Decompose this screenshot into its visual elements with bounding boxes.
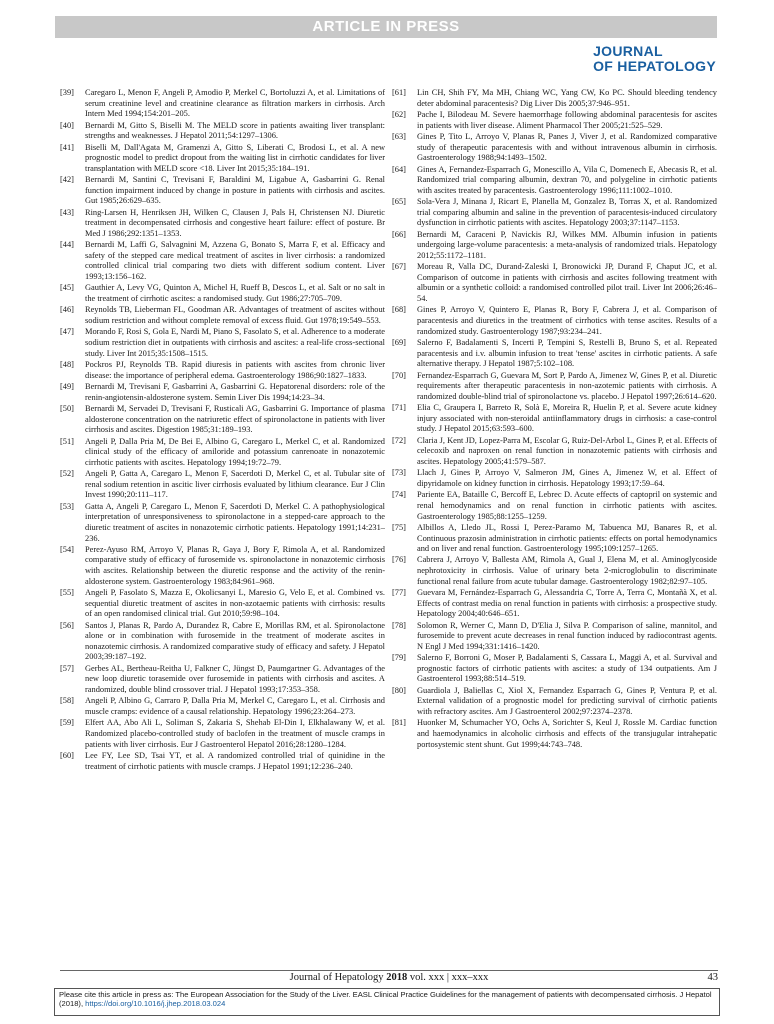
reference-item: [60, 502, 385, 544]
reference-number: [58]: [60, 696, 74, 706]
reference-item: [392, 621, 717, 653]
reference-text: Morando F, Rosi S, Gola E, Nardi M, Piano S, Fasolato S, et al. Adherence to a moderate sodium restriction diet in outpatients with cirrhosis and ascites: a real-life cross-sectional study. Liver Int 2015;35:1508–1515.: [85, 327, 385, 358]
reference-item: [392, 262, 717, 304]
reference-text: Sola-Vera J, Minana J, Ricart E, Planella M, Gonzalez B, Torras X, et al. Randomized trial comparing albumin and saline in the prevention of paracentesis-induced circulatory dysfunction in cirrhotic patients with ascites. Hepatology 2003;37:1147–1153.: [417, 197, 717, 228]
reference-text: Moreau R, Valla DC, Durand-Zaleski I, Bronowicki JP, Durand F, Chaput JC, et al. Comparison of outcome in patients with cirrhosis and ascites following treatment with albumin or a synthetic colloid: a randomised controlled pilot trail. Liver Int 2006;26:46–54.: [417, 262, 717, 304]
reference-number: [61]: [392, 88, 406, 97]
reference-item: [60, 208, 385, 240]
reference-text: Gines P, Arroyo V, Quintero E, Planas R, Bory F, Cabrera J, et al. Comparison of paracentesis and diuretics in the treatment of cirrhotics with tense ascites. Results of a randomized study. Gastroenterology 1987;93:234–241.: [417, 305, 717, 336]
reference-text: Angeli P, Dalla Pria M, De Bei E, Albino G, Caregaro L, Merkel C, et al. Randomized clinical study of the efficacy of amiloride and potassium canrenoate in nonazotemic cirrhotic patients with ascites. Hepatology 1994;19:72–79.: [85, 436, 385, 467]
reference-number: [54]: [60, 544, 74, 554]
reference-number: [64]: [392, 164, 406, 174]
reference-text: Biselli M, Dall'Agata M, Gramenzi A, Gitto S, Liberati C, Brodosi L, et al. A new prognostic model to predict dropout from the waiting list in cirrhotic candidates for liver transplantation with MELD score <18. Liver Int 2015;35:184–191.: [85, 142, 385, 173]
journal-logo: [593, 44, 716, 74]
reference-text: Guardiola J, Baliellas C, Xiol X, Fernandez Esparrach G, Gines P, Ventura P, et al. External validation of a prognostic model for predicting survival of cirrhotic patients with refractory ascites. Am J Gastroenterol 2002;97:2374–2378.: [417, 685, 717, 716]
reference-number: [76]: [392, 555, 406, 565]
footer-journal: Journal of Hepatology: [289, 972, 387, 983]
reference-text: Cabrera J, Arroyo V, Ballesta AM, Rimola A, Gual J, Elena M, et al. Aminoglycoside nephrotoxicity in cirrhosis. Value of urinary beta 2-microglobulin to discriminate functional renal failure from acute tubular damage. Gastroenterology 1982;82:97–105.: [417, 555, 717, 586]
citation-box: [54, 988, 720, 1016]
footer-rule: [60, 970, 718, 971]
reference-item: [60, 545, 385, 587]
reference-text: Salerno F, Badalamenti S, Incerti P, Tempini S, Restelli B, Bruno S, et al. Repeated paracentesis and i.v. albumin infusion to treat 'tense' ascites in cirrhotic patients. A safe alternative therapy. J Hepatol 1987;5:102–108.: [417, 338, 717, 369]
reference-item: [60, 327, 385, 359]
reference-text: Santos J, Planas R, Pardo A, Durandez R, Cabre E, Morillas RM, et al. Spironolactone alone or in combination with furosemide in the treatment of moderate ascites in nonazotemic cirrhosis. A randomized comparative study of efficacy and safety. J Hepatol 2003;39:187–192.: [85, 620, 385, 662]
reference-number: [48]: [60, 360, 74, 370]
reference-item: [60, 404, 385, 436]
reference-number: [53]: [60, 501, 74, 511]
reference-item: [60, 305, 385, 326]
reference-item: [392, 403, 717, 435]
reference-item: [392, 686, 717, 718]
left-reference-column: [60, 88, 385, 773]
reference-item: [60, 143, 385, 175]
reference-item: [392, 165, 717, 197]
reference-number: [45]: [60, 283, 74, 293]
reference-item: [60, 283, 385, 304]
reference-text: Gines P, Tito L, Arroyo V, Planas R, Panes J, Viver J, et al. Randomized comparative study of therapeutic paracentesis with and without intravenous albumin in cirrhosis. Gastroenterology 1988;94:1493–1502.: [417, 131, 717, 163]
reference-item: [60, 382, 385, 403]
reference-number: [69]: [392, 338, 406, 348]
footer-volume: vol. xxx | xxx–xxx: [407, 972, 489, 983]
reference-number: [74]: [392, 490, 406, 500]
reference-item: [60, 88, 385, 120]
reference-item: [392, 523, 717, 555]
reference-text: Bernardi M, Santini C, Trevisani F, Baraldini M, Ligabue A, Gasbarrini G. Renal function impairment induced by change in posture in patients with cirrhosis and ascites. Gut 1985;26:629–635.: [85, 175, 385, 206]
reference-text: Angeli P, Albino G, Carraro P, Dalla Pria M, Merkel C, Caregaro L, et al. Cirrhosis and muscle cramps: evidence of a causal relationship. Hepatology 1996;23:264–273.: [85, 696, 385, 716]
reference-number: [79]: [392, 653, 406, 663]
reference-number: [57]: [60, 663, 74, 673]
doi-link[interactable]: https://doi.org/10.1016/j.jhep.2018.03.024: [85, 999, 226, 1009]
reference-text: Elia C, Graupera I, Barreto R, Solà E, Moreira R, Huelin P, et al. Severe acute kidney injury associated with non-steroidal antiinflammatory drugs in cirrhosis: a case-control study. J Hepatol 2015;63:593–600.: [417, 403, 717, 434]
reference-item: [60, 360, 385, 381]
reference-item: [60, 664, 385, 696]
reference-item: [392, 197, 717, 229]
reference-text: Pariente EA, Bataille C, Bercoff E, Lebrec D. Acute effects of captopril on systemic and renal hemodynamics and on renal function in cirrhotic patients with ascites. Gastroenterology 1985;88:1255–1259.: [417, 490, 717, 521]
reference-item: [392, 436, 717, 468]
reference-text: Gatta A, Angeli P, Caregaro L, Menon F, Sacerdoti D, Merkel C. A pathophysiological interpretation of unresponsiveness to spironolactone in a stepped-care approach to the diuretic treatment of ascites in nonazotemic cirrhotic patients. Hepatology 1991;14:231–236.: [85, 501, 385, 543]
reference-number: [62]: [392, 109, 406, 119]
reference-item: [392, 88, 717, 109]
reference-number: [81]: [392, 718, 406, 728]
journal-logo-line1: JOURNAL: [593, 43, 663, 59]
reference-number: [66]: [392, 229, 406, 239]
reference-item: [392, 230, 717, 262]
reference-number: [72]: [392, 435, 406, 445]
reference-number: [68]: [392, 305, 406, 315]
journal-logo-line2: OF HEPATOLOGY: [593, 58, 716, 74]
reference-text: Llach J, Gines P, Arroyo V, Salmeron JM, Gines A, Jimenez W, et al. Effect of dipyridamole on kidney function in cirrhosis. Hepatology 1993;17:59–64.: [417, 468, 717, 488]
reference-item: [392, 718, 717, 750]
reference-number: [52]: [60, 469, 74, 479]
reference-number: [70]: [392, 370, 406, 380]
reference-text: Salerno F, Borroni G, Moser P, Badalamenti S, Cassara L, Maggi A, et al. Survival and prognostic factors of cirrhotic patients with ascites: a study of 134 outpatients. Am J Gastroenterol 1993;88:514–519.: [417, 653, 717, 684]
reference-text: Bernardi M, Gitto S, Biselli M. The MELD score in patients awaiting liver transplant: strengths and weaknesses. J Hepatol 2011;54:1297–1306.: [85, 120, 385, 141]
reference-text: Solomon R, Werner C, Mann D, D'Elia J, Silva P. Comparison of saline, mannitol, and furosemide to prevent acute decreases in renal function induced by radiocontrast agents. N Engl J Med 1994;331:1416–1420.: [417, 620, 717, 651]
reference-number: [77]: [392, 588, 406, 598]
reference-number: [43]: [60, 207, 74, 217]
reference-number: [73]: [392, 468, 406, 478]
reference-number: [39]: [60, 88, 74, 97]
reference-text: Elfert AA, Abo Ali L, Soliman S, Zakaria S, Shehab El-Din I, Elkhalawany W, et al. Randomized placebo-controlled study of baclofen in the treatment of muscle cramps in patients with liver cirrhosis. Eur J Gastroenterol Hepatol 2016;28:1280–1284.: [85, 718, 385, 749]
reference-text: Reynolds TB, Lieberman FL, Goodman AR. Advantages of treatment of ascites without sodium restriction and without complete removal of excess fluid. Gut 1978;19:549–553.: [85, 305, 385, 326]
reference-number: [59]: [60, 718, 74, 728]
reference-number: [41]: [60, 142, 74, 152]
reference-text: Gines A, Fernandez-Esparrach G, Monescillo A, Vila C, Domenech E, Abecasis R, et al. Randomized trial comparing albumin, dextran 70, and polygeline in cirrhotic patients with ascites treated by paracentesis. Gastroenterology 1996;111:1002–1010.: [417, 164, 717, 195]
reference-number: [47]: [60, 327, 74, 337]
reference-text: Claria J, Kent JD, Lopez-Parra M, Escolar G, Ruiz-Del-Arbol L, Gines P, et al. Effects of celecoxib and naproxen on renal function in nonazotemic patients with cirrhosis and ascites. Hepatology 2005;41:579–587.: [417, 435, 717, 466]
reference-text: Lee FY, Lee SD, Tsai YT, et al. A randomized controlled trial of quinidine in the treatment of cirrhotic patients with muscle cramps. J Hepatol 1991;12:236–240.: [85, 750, 385, 771]
citation-text: Please cite this article in press as: The European Association for the Study of the Liver. EASL Clinical Practice Guidelines for the management of patients with decompensated cirrhosis. J Hepatol (2018),: [59, 990, 712, 1009]
reference-number: [55]: [60, 588, 74, 598]
right-reference-column: [392, 88, 717, 751]
reference-text: Bernardi M, Laffi G, Salvagnini M, Azzena G, Bonato S, Marra F, et al. Efficacy and safety of the stepped care medical treatment of ascites in liver cirrhosis: a randomized controlled clinical trial comparing two diets with different sodium content. Liver 1993;13:156–162.: [85, 240, 385, 282]
reference-text: Gerbes AL, Bertheau-Reitha U, Falkner C, Jüngst D, Paumgartner G. Advantages of the new loop diuretic torasemide over furosemide in patients with cirrhosis and ascites. A randomized, double blind crossover trial. J Hepatol 1993;17:353–358.: [85, 663, 385, 694]
reference-item: [60, 751, 385, 772]
reference-item: [392, 338, 717, 370]
reference-text: Ring-Larsen H, Henriksen JH, Wilken C, Clausen J, Pals H, Christensen NJ. Diuretic treatment in decompensated cirrhosis and congestive heart failure: effect of posture. Br Med J 1986;292:1351–1353.: [85, 207, 385, 238]
article-in-press-banner: ARTICLE IN PRESS: [55, 16, 717, 38]
page-number: 43: [707, 972, 718, 983]
reference-text: Pockros PJ, Reynolds TB. Rapid diuresis in patients with ascites from chronic liver disease: the importance of peripheral edema. Gastroenterology 1986;90:1827–1833.: [85, 360, 385, 380]
reference-text: Bernardi M, Trevisani F, Gasbarrini A, Gasbarrini G. Hepatorenal disorders: role of the renin-angiotensin-aldosterone system. Semin Liver Dis 1994;14:23–34.: [85, 382, 385, 402]
reference-number: [56]: [60, 620, 74, 630]
reference-item: [60, 175, 385, 207]
reference-item: [392, 132, 717, 164]
reference-number: [49]: [60, 382, 74, 391]
reference-item: [60, 718, 385, 750]
reference-item: [60, 469, 385, 501]
footer-journal-info: [60, 972, 718, 983]
reference-number: [71]: [392, 403, 406, 413]
reference-number: [51]: [60, 436, 74, 446]
reference-text: Bernardi M, Servadei D, Trevisani F, Rusticali AG, Gasbarrini G. Importance of plasma aldosterone concentration on the natriuretic effect of spironolactone in patients with liver cirrhosis and ascites. Digestion 1985;31:189–193.: [85, 403, 385, 435]
reference-number: [63]: [392, 131, 406, 141]
reference-number: [50]: [60, 403, 74, 413]
reference-item: [392, 305, 717, 337]
reference-item: [392, 468, 717, 489]
reference-text: Albillos A, Lledo JL, Rossi I, Perez-Paramo M, Tabuenca MJ, Banares R, et al. Continuous prazosin administration in cirrhotic patients: effects on portal hemodynamics and on liver and renal function. Gastroenterology 1995;109:1257–1265.: [417, 522, 717, 554]
reference-text: Gauthier A, Levy VG, Quinton A, Michel H, Rueff B, Descos L, et al. Salt or no salt in the treatment of cirrhotic ascites: a randomised study. Gut 1986;27:705–709.: [85, 283, 385, 304]
reference-text: Caregaro L, Menon F, Angeli P, Amodio P, Merkel C, Bortoluzzi A, et al. Limitations of serum creatinine level and creatinine clearance as filtration markers in cirrhosis. Arch Intern Med 1994;154:201–205.: [85, 88, 385, 119]
reference-number: [42]: [60, 175, 74, 185]
reference-text: Pache I, Bilodeau M. Severe haemorrhage following abdominal paracentesis for ascites in patients with liver disease. Aliment Pharmacol Ther 2005;21:525–529.: [417, 109, 717, 130]
reference-text: Guevara M, Fernández-Esparrach G, Alessandria C, Torre A, Terra C, Montañà X, et al. Effects of contrast media on renal function in patients with cirrhosis: a prospective study. Hepatology 2004;40:646–651.: [417, 588, 717, 619]
reference-text: Bernardi M, Caraceni P, Navickis RJ, Wilkes MM. Albumin infusion in patients undergoing large-volume paracentesis: a meta-analysis of randomized trials. Hepatology 2012;55:1172–1181.: [417, 229, 717, 260]
reference-number: [60]: [60, 750, 74, 760]
reference-number: [44]: [60, 240, 74, 250]
reference-item: [60, 437, 385, 469]
reference-number: [78]: [392, 620, 406, 630]
reference-text: Huonker M, Schumacher YO, Ochs A, Sorichter S, Keul J, Rossle M. Cardiac function and haemodynamics in alcoholic cirrhosis and effects of the transjugular intrahepatic portosystemic stent shunt. Gut 1999;44:743–748.: [417, 718, 717, 749]
footer-year: 2018: [386, 972, 408, 983]
reference-number: [67]: [392, 262, 406, 272]
reference-text: Angeli P, Fasolato S, Mazza E, Okolicsanyi L, Maresio G, Velo E, et al. Combined vs. sequential diuretic treatment of ascites in non-azotaemic patients with cirrhosis: results of an open randomised clinical trial. Gut 2010;59:98–104.: [85, 588, 385, 619]
reference-number: [80]: [392, 685, 406, 695]
reference-text: Angeli P, Gatta A, Caregaro L, Menon F, Sacerdoti D, Merkel C, et al. Tubular site of renal sodium retention in ascitic liver cirrhosis evaluated by lithium clearance. Eur J Clin Invest 1990;20:111–117.: [85, 469, 385, 500]
reference-item: [60, 588, 385, 620]
reference-number: [40]: [60, 120, 74, 130]
reference-item: [392, 110, 717, 131]
reference-item: [60, 621, 385, 663]
reference-text: Fernandez-Esparrach G, Guevara M, Sort P, Pardo A, Jimenez W, Gines P, et al. Diuretic requirements after therapeutic paracentesis in non-azotemic patients with cirrhosis. A randomized double-blind trial of spironolactone vs. placebo. J Hepatol 1997;26:614–620.: [417, 370, 717, 401]
reference-item: [60, 121, 385, 142]
reference-text: Perez-Ayuso RM, Arroyo V, Planas R, Gaya J, Bory F, Rimola A, et al. Randomized comparative study of efficacy of furosemide vs. spironolactone in nonazotemic cirrhosis with ascites. Relationship between the diuretic response and the activity of the renin-aldosterone system. Gastroenterology 1983;84:961–968.: [85, 544, 385, 586]
reference-item: [60, 240, 385, 282]
reference-text: Lin CH, Shih FY, Ma MH, Chiang WC, Yang CW, Ko PC. Should bleeding tendency deter abdominal paracentesis? Dig Liver Dis 2005;37:946–951.: [417, 88, 717, 108]
reference-item: [392, 490, 717, 522]
reference-number: [46]: [60, 305, 74, 315]
reference-item: [392, 371, 717, 403]
reference-item: [392, 588, 717, 620]
reference-item: [392, 653, 717, 685]
reference-number: [65]: [392, 197, 406, 207]
reference-item: [60, 696, 385, 717]
reference-number: [75]: [392, 522, 406, 532]
reference-item: [392, 555, 717, 587]
